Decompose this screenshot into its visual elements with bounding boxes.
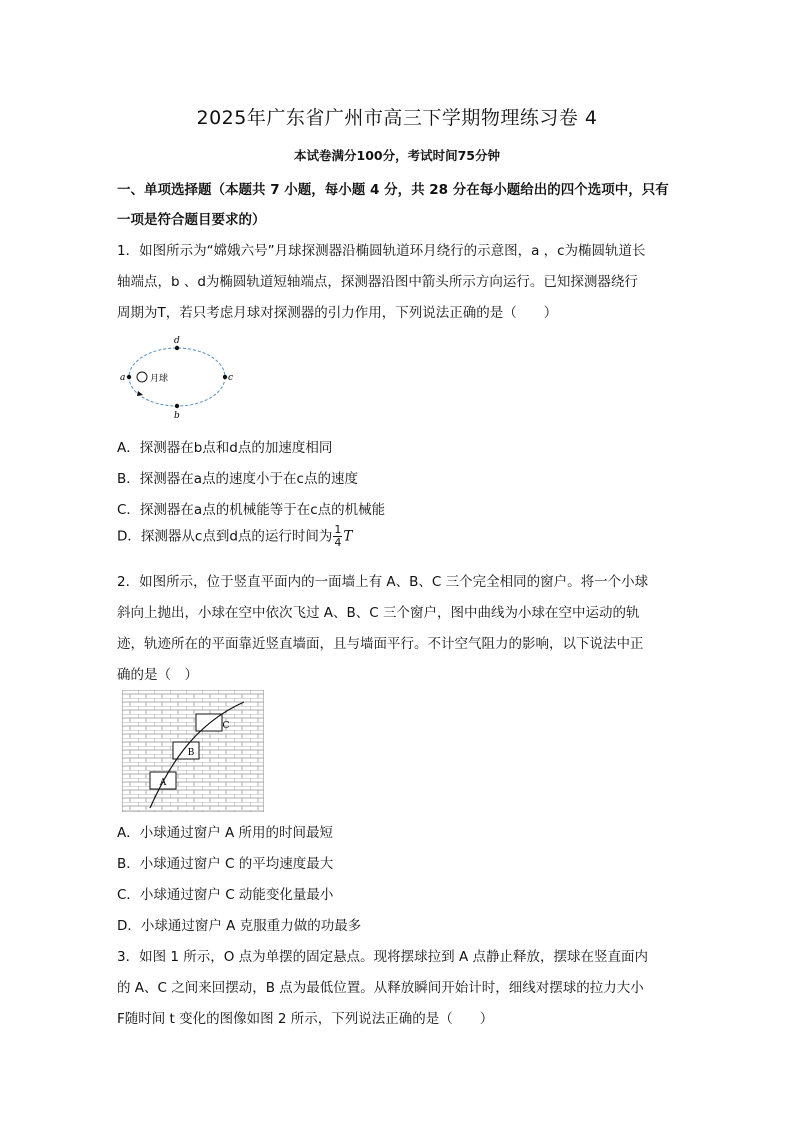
label-d: d <box>174 336 180 346</box>
q3-stem-line3: F随时间 t 变化的图像如图 2 所示，下列说法正确的是（ ） <box>117 1011 494 1027</box>
q1-stem-line3: 周期为T，若只考虑月球对探测器的引力作用，下列说法正确的是（ ） <box>117 305 558 321</box>
q2-wall-figure <box>122 690 264 812</box>
window-b <box>173 742 199 759</box>
q2-option-d: D．小球通过窗户 A 克服重力做的功最多 <box>117 918 362 934</box>
q2-option-b: B．小球通过窗户 C 的平均速度最大 <box>117 856 334 872</box>
q1-orbit-figure <box>117 332 242 422</box>
q2-option-c: C．小球通过窗户 C 动能变化量最小 <box>117 887 334 903</box>
point-d <box>175 346 179 350</box>
page-title: 2025年广东省广州市高三下学期物理练习卷 4 <box>196 107 598 129</box>
window-c-label: C <box>222 721 230 731</box>
q2-stem-line2: 斜向上抛出，小球在空中依次飞过 A、B、C 三个窗户，图中曲线为小球在空中运动的轨 <box>117 605 640 621</box>
moon-label: 月球 <box>150 374 169 384</box>
q1-option-c: C．探测器在a点的机械能等于在c点的机械能 <box>117 502 386 518</box>
section-heading-line1: 一、单项选择题（本题共 7 小题，每小题 4 分，共 28 分在每小题给出的四个选项中，只有 <box>117 182 669 198</box>
point-a <box>127 375 131 379</box>
q2-stem-line3: 迹，轨迹所在的平面靠近竖直墙面，且与墙面平行。不计空气阻力的影响，以下说法中正 <box>117 636 644 652</box>
q1-stem-line1: 1．如图所示为“嫦娥六号”月球探测器沿椭圆轨道环月绕行的示意图，a ，c为椭圆轨道长 <box>117 243 646 259</box>
q1-stem-line2: 轴端点，b 、d为椭圆轨道短轴端点，探测器沿图中箭头所示方向运行。已知探测器绕行 <box>117 274 638 290</box>
label-a: a <box>120 373 126 383</box>
fraction-one-quarter: $\frac{1}{4}$ <box>334 523 342 549</box>
label-b: b <box>174 411 180 421</box>
section-heading-line2: 一项是符合题目要求的） <box>117 212 266 228</box>
q2-option-a: A．小球通过窗户 A 所用的时间最短 <box>117 825 334 841</box>
point-b <box>175 404 179 408</box>
q3-stem-line1: 3．如图 1 所示，O 点为单摆的固定悬点。现将摆球拉到 A 点静止释放，摆球在竖直面内 <box>117 949 648 965</box>
q2-stem-line4: 确的是（ ） <box>117 667 198 683</box>
point-c <box>223 375 227 379</box>
q1-option-b: B．探测器在a点的速度小于在c点的速度 <box>117 471 358 487</box>
q1-option-a: A．探测器在b点和d点的加速度相同 <box>117 440 333 456</box>
window-a-label: A <box>159 778 167 788</box>
moon-circle <box>137 372 147 382</box>
label-c: c <box>228 373 234 383</box>
q3-stem-line2: 的 A、C 之间来回摆动，B 点为最低位置。从释放瞬间开始计时，细线对摆球的拉力大小 <box>117 980 644 996</box>
q1-option-d: D．探测器从c点到d点的运行时间为 $\frac{1}{4}$ T <box>117 523 353 549</box>
window-b-label: B <box>187 748 195 758</box>
direction-arrow-icon <box>137 391 143 396</box>
q2-stem-line1: 2．如图所示，位于竖直平面内的一面墙上有 A、B、C 三个完全相同的窗户。将一个小球 <box>117 574 649 590</box>
page-subtitle: 本试卷满分100分，考试时间75分钟 <box>294 148 500 163</box>
q1-option-d-text: D．探测器从c点到d点的运行时间为 <box>117 528 333 545</box>
